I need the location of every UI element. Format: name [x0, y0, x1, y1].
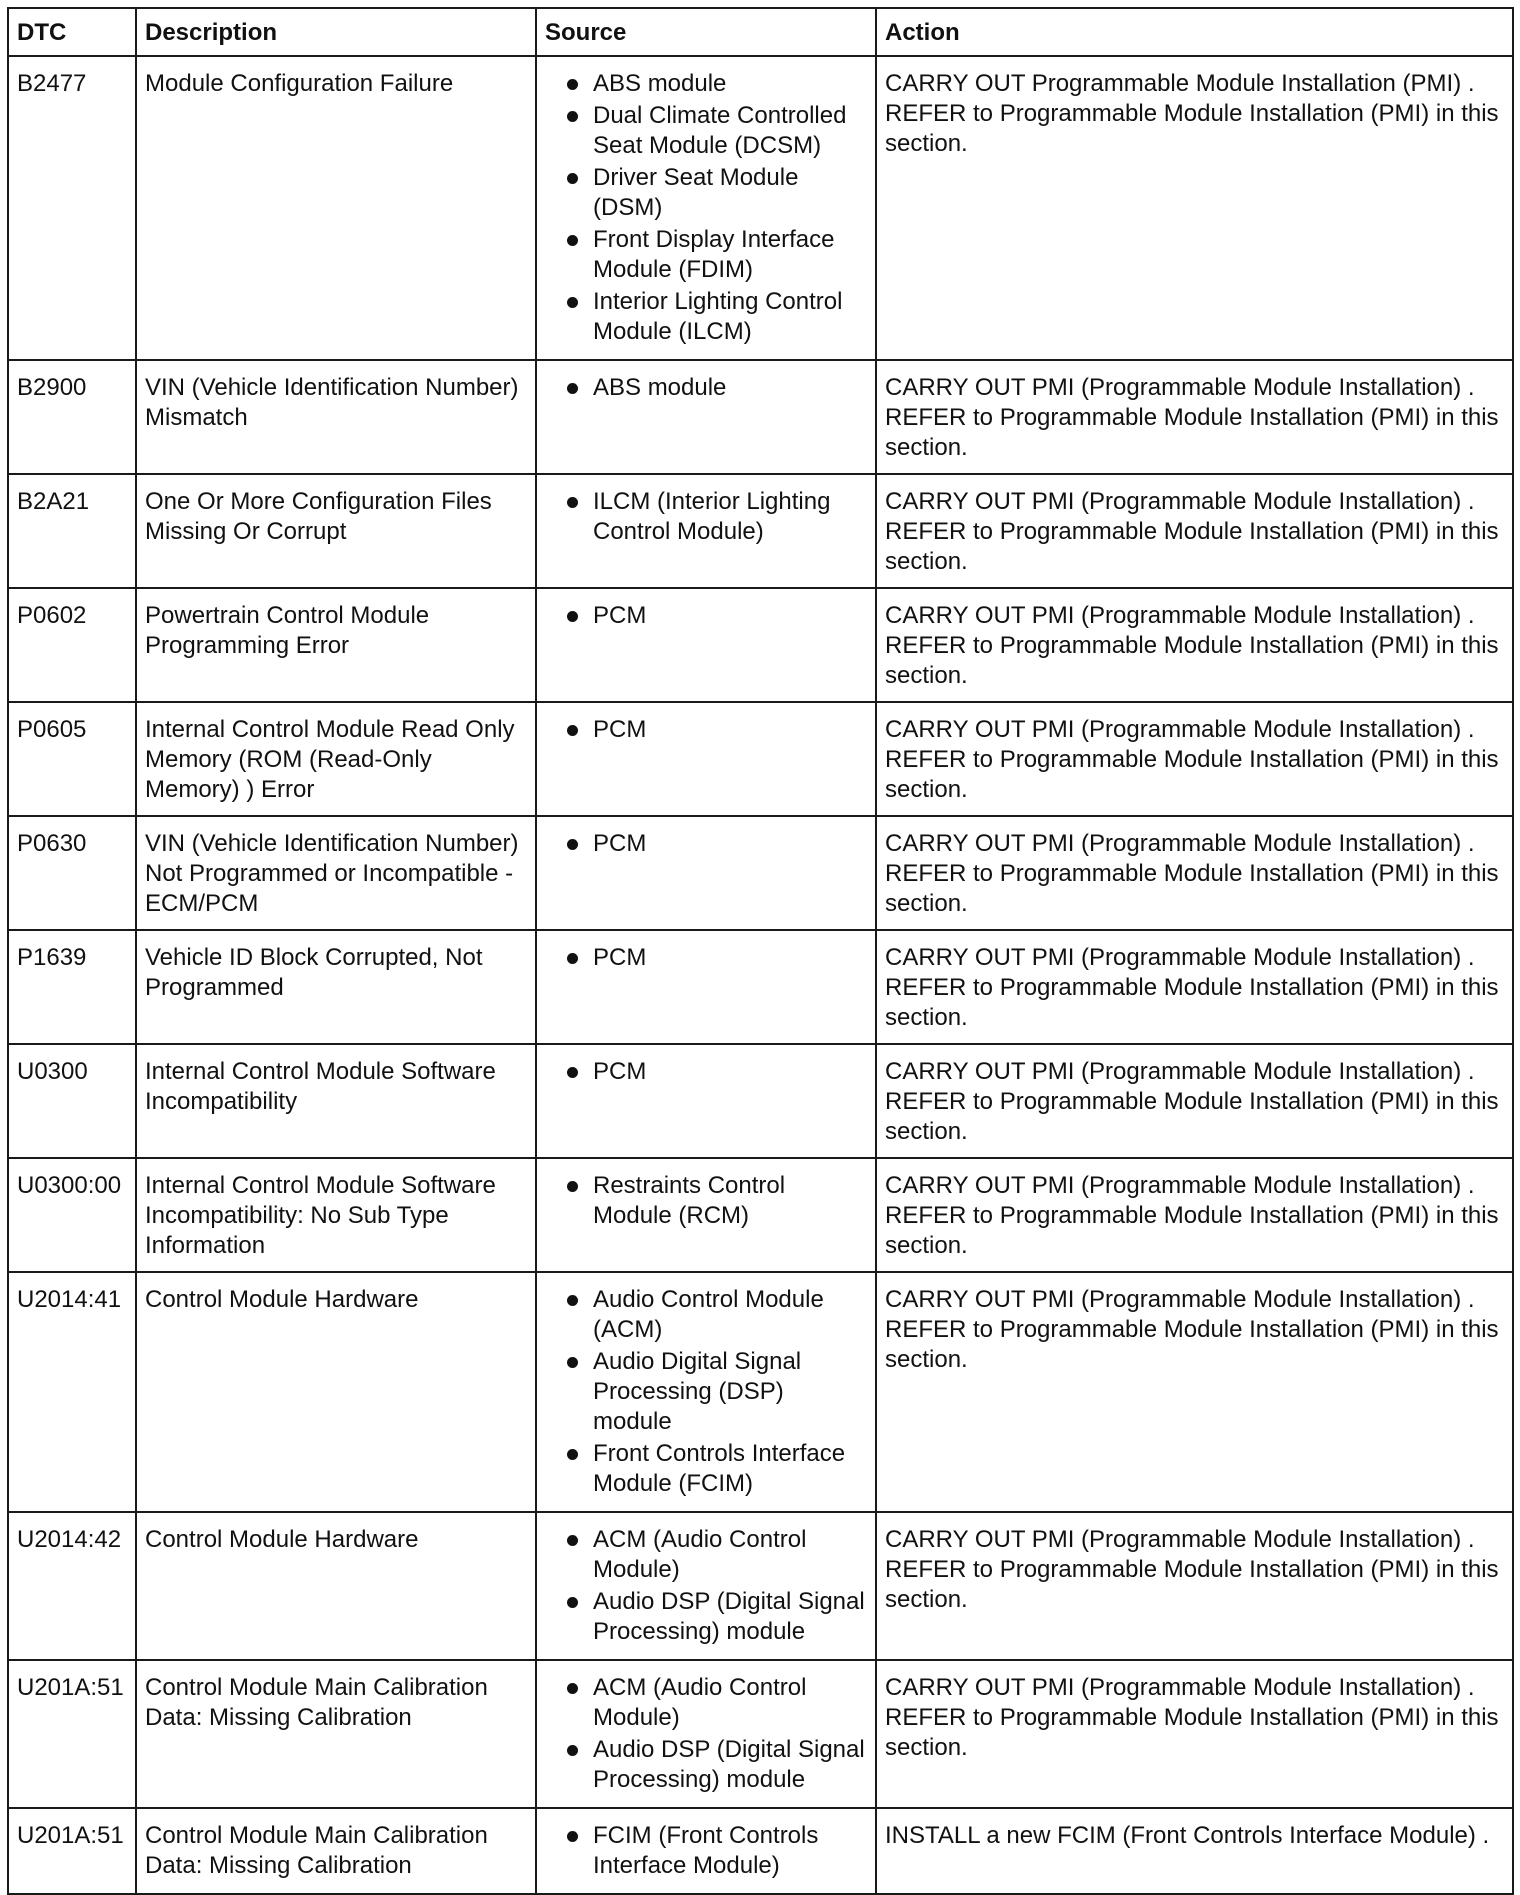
source-item	[545, 487, 867, 547]
dtc-source	[536, 360, 876, 474]
source-list	[545, 601, 867, 631]
dtc-code: P0630	[8, 816, 136, 930]
dtc-code: P0602	[8, 588, 136, 702]
source-list	[545, 69, 867, 347]
source-item	[545, 163, 867, 223]
source-item	[545, 1439, 867, 1499]
dtc-action: CARRY OUT PMI (Programmable Module Installation) . REFER to Programmable Module Installation (PMI) in this section.	[876, 1660, 1513, 1808]
dtc-source	[536, 1158, 876, 1272]
dtc-source	[536, 1512, 876, 1660]
source-item-text: Dual Climate Controlled Seat Module (DCSM)	[593, 102, 847, 159]
dtc-source	[536, 588, 876, 702]
source-item-text: PCM	[593, 602, 647, 629]
table-row	[8, 930, 1513, 1044]
dtc-code: U2014:41	[8, 1272, 136, 1512]
dtc-source	[536, 1660, 876, 1808]
dtc-code: U0300	[8, 1044, 136, 1158]
dtc-source	[536, 474, 876, 588]
table-row	[8, 1808, 1513, 1894]
source-item-text: PCM	[593, 944, 647, 971]
source-item	[545, 715, 867, 745]
dtc-code: B2900	[8, 360, 136, 474]
table-row	[8, 816, 1513, 930]
source-item-text: Front Display Interface Module (FDIM)	[593, 226, 835, 283]
dtc-source	[536, 56, 876, 360]
dtc-description: Vehicle ID Block Corrupted, Not Programmed	[136, 930, 536, 1044]
bullet-icon	[567, 953, 578, 964]
source-list	[545, 1673, 867, 1795]
source-item	[545, 601, 867, 631]
bullet-icon	[567, 1357, 578, 1368]
bullet-icon	[567, 1449, 578, 1460]
dtc-action: CARRY OUT PMI (Programmable Module Installation) . REFER to Programmable Module Installation (PMI) in this section.	[876, 1272, 1513, 1512]
dtc-source	[536, 1808, 876, 1894]
table-row	[8, 1512, 1513, 1660]
source-item-text: FCIM (Front Controls Interface Module)	[593, 1822, 819, 1879]
source-list	[545, 487, 867, 547]
source-item-text: PCM	[593, 1058, 647, 1085]
bullet-icon	[567, 111, 578, 122]
table-header-row	[8, 8, 1513, 56]
dtc-description: VIN (Vehicle Identification Number) Not Programmed or Incompatible - ECM/PCM	[136, 816, 536, 930]
source-item	[545, 225, 867, 285]
dtc-code: U2014:42	[8, 1512, 136, 1660]
header-source: Source	[536, 8, 876, 56]
dtc-source	[536, 1044, 876, 1158]
source-item	[545, 1285, 867, 1345]
dtc-action: CARRY OUT PMI (Programmable Module Installation) . REFER to Programmable Module Installation (PMI) in this section.	[876, 360, 1513, 474]
dtc-action: CARRY OUT PMI (Programmable Module Installation) . REFER to Programmable Module Installation (PMI) in this section.	[876, 474, 1513, 588]
table-row	[8, 588, 1513, 702]
table-row	[8, 474, 1513, 588]
dtc-description: Internal Control Module Read Only Memory (ROM (Read-Only Memory) ) Error	[136, 702, 536, 816]
dtc-code: P1639	[8, 930, 136, 1044]
dtc-action: CARRY OUT PMI (Programmable Module Installation) . REFER to Programmable Module Installation (PMI) in this section.	[876, 588, 1513, 702]
source-item-text: PCM	[593, 830, 647, 857]
source-item	[545, 1525, 867, 1585]
bullet-icon	[567, 235, 578, 246]
bullet-icon	[567, 383, 578, 394]
dtc-action: CARRY OUT Programmable Module Installation (PMI) . REFER to Programmable Module Installation (PMI) in this section.	[876, 56, 1513, 360]
dtc-action: CARRY OUT PMI (Programmable Module Installation) . REFER to Programmable Module Installation (PMI) in this section.	[876, 1044, 1513, 1158]
header-description: Description	[136, 8, 536, 56]
dtc-code: P0605	[8, 702, 136, 816]
source-item-text: ABS module	[593, 70, 727, 97]
source-item	[545, 69, 867, 99]
bullet-icon	[567, 1831, 578, 1842]
source-item	[545, 1347, 867, 1437]
source-item-text: ILCM (Interior Lighting Control Module)	[593, 488, 831, 545]
source-item-text: Audio DSP (Digital Signal Processing) module	[593, 1736, 865, 1793]
source-item-text: ACM (Audio Control Module)	[593, 1526, 807, 1583]
dtc-code: U0300:00	[8, 1158, 136, 1272]
source-list	[545, 373, 867, 403]
dtc-action: CARRY OUT PMI (Programmable Module Installation) . REFER to Programmable Module Installation (PMI) in this section.	[876, 930, 1513, 1044]
header-dtc: DTC	[8, 8, 136, 56]
bullet-icon	[567, 839, 578, 850]
bullet-icon	[567, 1597, 578, 1608]
header-action: Action	[876, 8, 1513, 56]
source-item-text: Audio Digital Signal Processing (DSP) module	[593, 1348, 802, 1435]
source-list	[545, 1525, 867, 1647]
bullet-icon	[567, 1181, 578, 1192]
bullet-icon	[567, 497, 578, 508]
source-list	[545, 943, 867, 973]
source-list	[545, 715, 867, 745]
dtc-description: Internal Control Module Software Incompatibility: No Sub Type Information	[136, 1158, 536, 1272]
source-item	[545, 1821, 867, 1881]
source-item-text: Audio Control Module (ACM)	[593, 1286, 824, 1343]
bullet-icon	[567, 79, 578, 90]
table-row	[8, 1044, 1513, 1158]
bullet-icon	[567, 173, 578, 184]
source-item	[545, 829, 867, 859]
source-list	[545, 829, 867, 859]
source-item	[545, 101, 867, 161]
source-item	[545, 1057, 867, 1087]
source-list	[545, 1285, 867, 1499]
dtc-description: Control Module Main Calibration Data: Missing Calibration	[136, 1808, 536, 1894]
dtc-source	[536, 1272, 876, 1512]
source-item-text: Interior Lighting Control Module (ILCM)	[593, 288, 843, 345]
dtc-action: CARRY OUT PMI (Programmable Module Installation) . REFER to Programmable Module Installation (PMI) in this section.	[876, 702, 1513, 816]
table-body	[8, 56, 1513, 1894]
dtc-description: Control Module Hardware	[136, 1272, 536, 1512]
table-row	[8, 702, 1513, 816]
bullet-icon	[567, 297, 578, 308]
source-item	[545, 943, 867, 973]
source-item-text: Driver Seat Module (DSM)	[593, 164, 799, 221]
dtc-description: Powertrain Control Module Programming Error	[136, 588, 536, 702]
dtc-code: U201A:51	[8, 1808, 136, 1894]
dtc-source	[536, 930, 876, 1044]
bullet-icon	[567, 1535, 578, 1546]
source-item	[545, 1587, 867, 1647]
source-list	[545, 1821, 867, 1881]
source-item	[545, 1673, 867, 1733]
bullet-icon	[567, 1683, 578, 1694]
source-list	[545, 1057, 867, 1087]
source-item-text: Front Controls Interface Module (FCIM)	[593, 1440, 846, 1497]
source-item-text: PCM	[593, 716, 647, 743]
source-item-text: ABS module	[593, 374, 727, 401]
dtc-source	[536, 816, 876, 930]
dtc-table	[7, 7, 1514, 1895]
dtc-description: One Or More Configuration Files Missing Or Corrupt	[136, 474, 536, 588]
source-list	[545, 1171, 867, 1231]
source-item	[545, 1171, 867, 1231]
dtc-code: B2477	[8, 56, 136, 360]
dtc-code: U201A:51	[8, 1660, 136, 1808]
bullet-icon	[567, 1067, 578, 1078]
dtc-action: CARRY OUT PMI (Programmable Module Installation) . REFER to Programmable Module Installation (PMI) in this section.	[876, 816, 1513, 930]
source-item	[545, 287, 867, 347]
dtc-source	[536, 702, 876, 816]
dtc-action: CARRY OUT PMI (Programmable Module Installation) . REFER to Programmable Module Installation (PMI) in this section.	[876, 1512, 1513, 1660]
source-item-text: Restraints Control Module (RCM)	[593, 1172, 786, 1229]
table-row	[8, 1158, 1513, 1272]
source-item	[545, 373, 867, 403]
bullet-icon	[567, 1745, 578, 1756]
bullet-icon	[567, 1295, 578, 1306]
table-row	[8, 1272, 1513, 1512]
table-row	[8, 1660, 1513, 1808]
source-item-text: Audio DSP (Digital Signal Processing) module	[593, 1588, 865, 1645]
dtc-description: Control Module Hardware	[136, 1512, 536, 1660]
table-row	[8, 56, 1513, 360]
dtc-description: Control Module Main Calibration Data: Missing Calibration	[136, 1660, 536, 1808]
dtc-description: Module Configuration Failure	[136, 56, 536, 360]
dtc-action: CARRY OUT PMI (Programmable Module Installation) . REFER to Programmable Module Installation (PMI) in this section.	[876, 1158, 1513, 1272]
source-item-text: ACM (Audio Control Module)	[593, 1674, 807, 1731]
dtc-action: INSTALL a new FCIM (Front Controls Interface Module) .	[876, 1808, 1513, 1894]
bullet-icon	[567, 725, 578, 736]
source-item	[545, 1735, 867, 1795]
bullet-icon	[567, 611, 578, 622]
dtc-code: B2A21	[8, 474, 136, 588]
dtc-description: Internal Control Module Software Incompatibility	[136, 1044, 536, 1158]
dtc-description: VIN (Vehicle Identification Number) Mismatch	[136, 360, 536, 474]
table-row	[8, 360, 1513, 474]
